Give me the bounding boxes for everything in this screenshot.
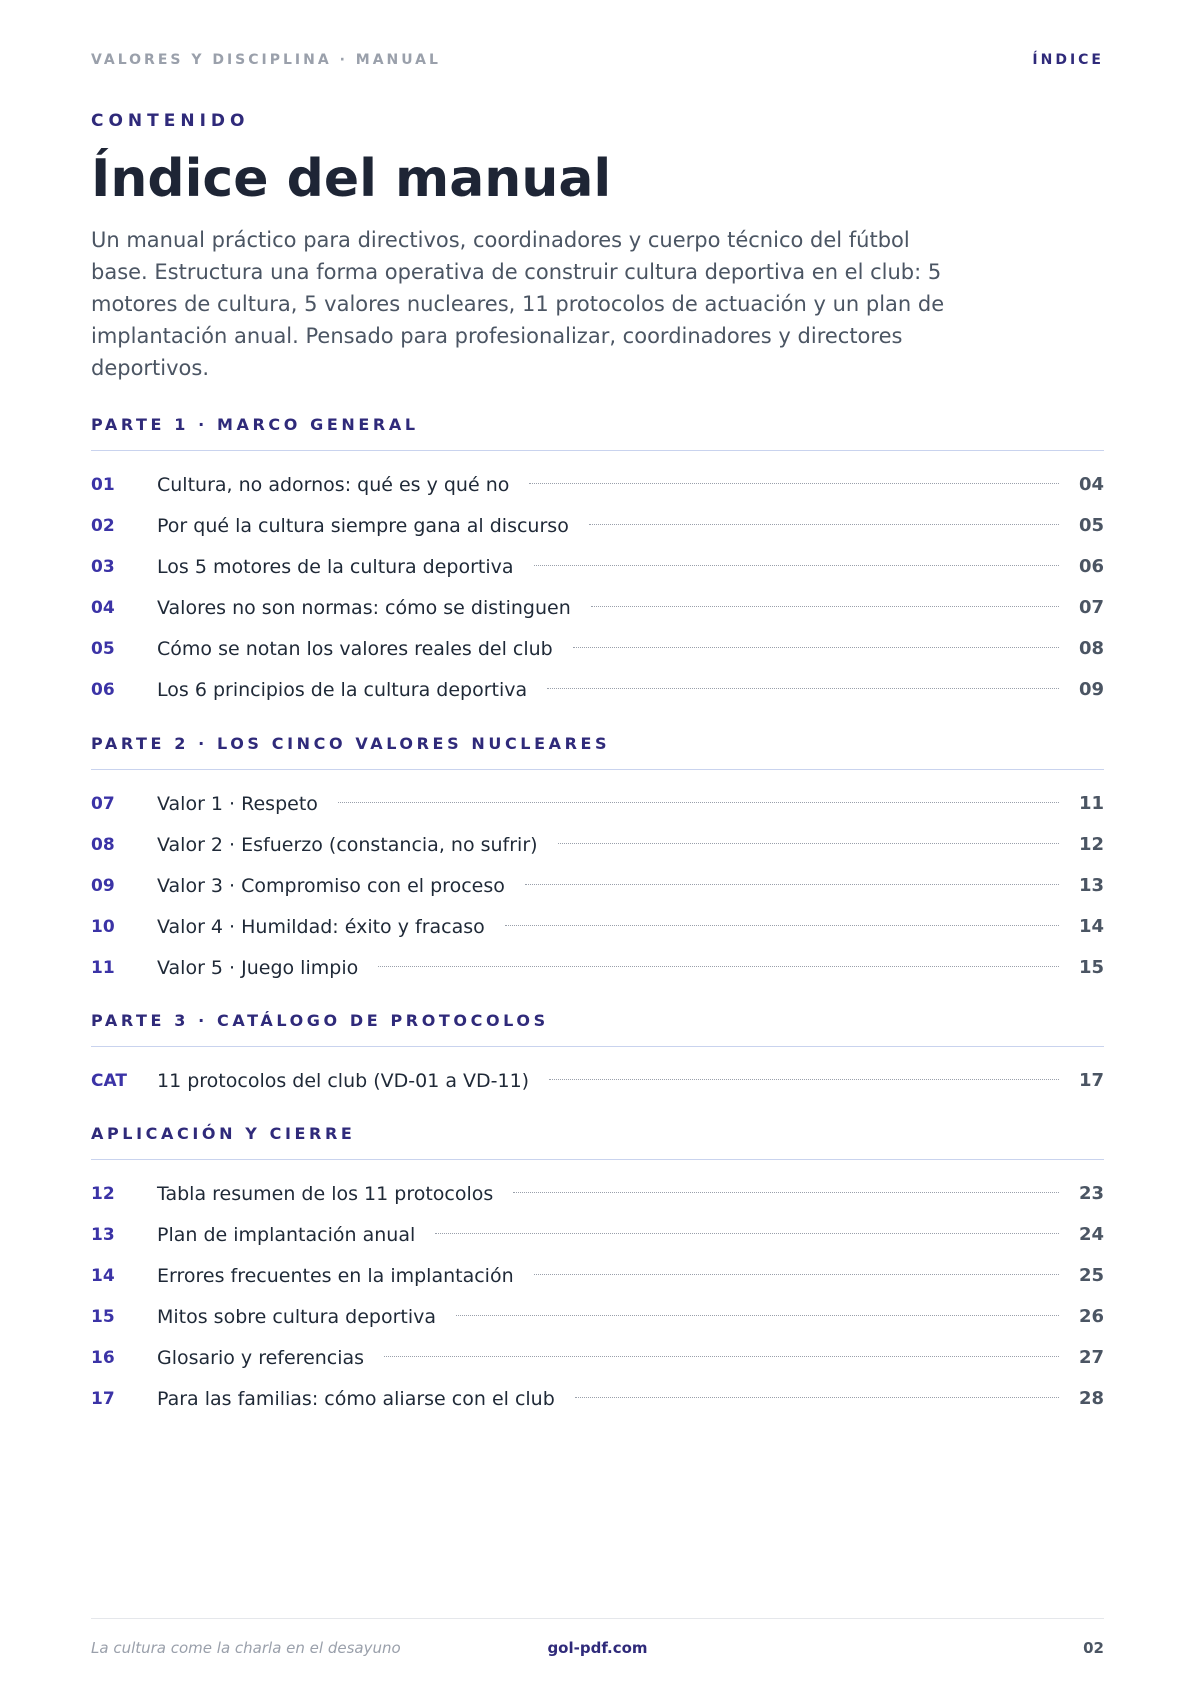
entry-number: 10 [91, 916, 115, 937]
footer-page-number: 02 [1083, 1639, 1104, 1657]
dot-leader [384, 1356, 1059, 1357]
entry-title: Valor 1 · Respeto [157, 792, 318, 815]
entry-number: 02 [91, 515, 115, 536]
entry-title: 11 protocolos del club (VD-01 a VD-11) [157, 1069, 530, 1092]
entry-page-number: 25 [1078, 1265, 1104, 1286]
entry-title: Valor 3 · Compromiso con el proceso [157, 874, 505, 897]
entry-title: Valor 4 · Humildad: éxito y fracaso [157, 915, 485, 938]
entry-page-number: 13 [1078, 875, 1104, 896]
dot-leader [505, 925, 1059, 926]
dot-leader [591, 606, 1059, 607]
entry-number: 05 [91, 638, 115, 659]
footer-tagline: La cultura come la charla en el desayuno [91, 1639, 401, 1657]
entry-page-number: 26 [1078, 1306, 1104, 1327]
entry-page-number: 14 [1078, 916, 1104, 937]
section-heading: PARTE 1 · MARCO GENERAL [91, 414, 1104, 451]
running-header-title: VALORES Y DISCIPLINA · MANUAL [91, 52, 441, 68]
entry-number: 15 [91, 1306, 115, 1327]
entry-number: 17 [91, 1388, 115, 1409]
toc-entry[interactable] [91, 464, 1104, 505]
entry-title: Mitos sobre cultura deportiva [157, 1305, 437, 1328]
entry-number: 03 [91, 556, 115, 577]
dot-leader [456, 1315, 1059, 1316]
entry-page-number: 05 [1078, 515, 1104, 536]
entry-title: Tabla resumen de los 11 protocolos [157, 1182, 494, 1205]
entry-number: 11 [91, 957, 115, 978]
entry-page-number: 28 [1078, 1388, 1104, 1409]
entry-page-number: 06 [1078, 556, 1104, 577]
running-header-section: ÍNDICE [1032, 52, 1104, 68]
entry-page-number: 17 [1078, 1070, 1104, 1091]
eyebrow-label: CONTENIDO [91, 111, 250, 131]
toc-entry[interactable] [91, 1060, 1104, 1101]
page-title: Índice del manual [91, 149, 612, 209]
dot-leader [529, 483, 1059, 484]
toc-entry[interactable] [91, 628, 1104, 669]
entry-number: 01 [91, 474, 115, 495]
entry-page-number: 27 [1078, 1347, 1104, 1368]
toc-section-part-1 [91, 414, 1104, 710]
entry-title: Plan de implantación anual [157, 1223, 416, 1246]
entry-number: 09 [91, 875, 115, 896]
entry-title: Glosario y referencias [157, 1346, 365, 1369]
dot-leader [575, 1397, 1059, 1398]
toc-entry[interactable] [91, 587, 1104, 628]
dot-leader [435, 1233, 1059, 1234]
entry-number: 04 [91, 597, 115, 618]
entry-title: Valores no son normas: cómo se distinguen [157, 596, 571, 619]
dot-leader [513, 1192, 1059, 1193]
dot-leader [573, 647, 1059, 648]
entry-title: Los 5 motores de la cultura deportiva [157, 555, 514, 578]
intro-paragraph: Un manual práctico para directivos, coordinadores y cuerpo técnico del fútbol base. Estructura una forma operativa de construir cultura deportiva en el club: 5 motores de cultura, 5 valores nucleares, 11 protocolos de actuación y un plan de implantación anual. Pensado para profesionalizar, coordinadores y directores deportivos. [91, 228, 945, 380]
toc-section-part-3 [91, 1010, 1104, 1101]
toc-entry[interactable] [91, 1255, 1104, 1296]
toc-section-closing [91, 1123, 1104, 1419]
toc-entry[interactable] [91, 906, 1104, 947]
entry-title: Cómo se notan los valores reales del club [157, 637, 553, 660]
entry-number: 14 [91, 1265, 115, 1286]
entry-page-number: 09 [1078, 679, 1104, 700]
dot-leader [547, 688, 1059, 689]
toc-entry[interactable] [91, 546, 1104, 587]
running-header [91, 52, 1104, 68]
toc-page [91, 0, 1104, 1685]
dot-leader [589, 524, 1059, 525]
entry-title: Errores frecuentes en la implantación [157, 1264, 514, 1287]
toc-entry[interactable] [91, 865, 1104, 906]
entry-number: 13 [91, 1224, 115, 1245]
entry-title: Por qué la cultura siempre gana al discurso [157, 514, 569, 537]
page-footer [91, 1618, 1104, 1669]
entry-page-number: 11 [1078, 793, 1104, 814]
toc-entry[interactable] [91, 505, 1104, 546]
dot-leader [534, 565, 1059, 566]
dot-leader [549, 1079, 1059, 1080]
toc-section-part-2 [91, 733, 1104, 988]
toc-entry[interactable] [91, 947, 1104, 988]
entry-page-number: 12 [1078, 834, 1104, 855]
dot-leader [378, 966, 1059, 967]
section-heading: PARTE 2 · LOS CINCO VALORES NUCLEARES [91, 733, 1104, 770]
section-heading: APLICACIÓN Y CIERRE [91, 1123, 1104, 1160]
dot-leader [534, 1274, 1059, 1275]
entry-number: 06 [91, 679, 115, 700]
entry-number: 16 [91, 1347, 115, 1368]
toc-entry[interactable] [91, 1296, 1104, 1337]
toc-entry[interactable] [91, 669, 1104, 710]
toc-entry[interactable] [91, 1337, 1104, 1378]
entry-page-number: 08 [1078, 638, 1104, 659]
entry-number: CAT [91, 1070, 127, 1091]
entry-title: Para las familias: cómo aliarse con el club [157, 1387, 555, 1410]
dot-leader [338, 802, 1059, 803]
entry-page-number: 24 [1078, 1224, 1104, 1245]
entry-number: 08 [91, 834, 115, 855]
entry-page-number: 07 [1078, 597, 1104, 618]
dot-leader [525, 884, 1059, 885]
dot-leader [558, 843, 1059, 844]
entry-title: Valor 2 · Esfuerzo (constancia, no sufrir) [157, 833, 538, 856]
toc-entry[interactable] [91, 824, 1104, 865]
entry-page-number: 15 [1078, 957, 1104, 978]
entry-page-number: 04 [1078, 474, 1104, 495]
entry-number: 12 [91, 1183, 115, 1204]
toc-entry[interactable] [91, 783, 1104, 824]
entry-number: 07 [91, 793, 115, 814]
entry-title: Los 6 principios de la cultura deportiva [157, 678, 528, 701]
toc-entry[interactable] [91, 1378, 1104, 1419]
toc-entry[interactable] [91, 1214, 1104, 1255]
toc-entry[interactable] [91, 1173, 1104, 1214]
entry-title: Cultura, no adornos: qué es y qué no [157, 473, 510, 496]
entry-title: Valor 5 · Juego limpio [157, 956, 359, 979]
footer-site-link[interactable]: gol-pdf.com [547, 1639, 648, 1657]
section-heading: PARTE 3 · CATÁLOGO DE PROTOCOLOS [91, 1010, 1104, 1047]
entry-page-number: 23 [1078, 1183, 1104, 1204]
